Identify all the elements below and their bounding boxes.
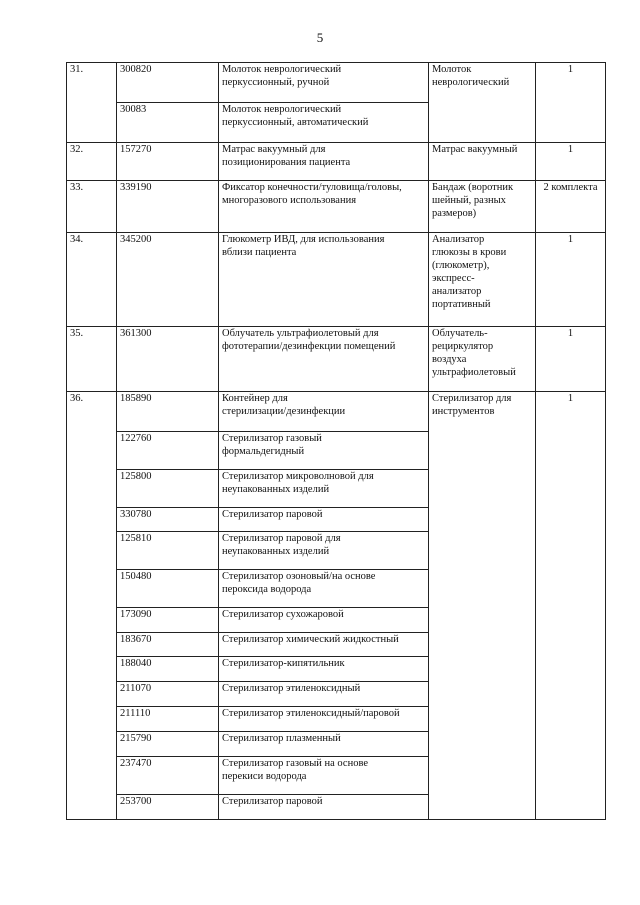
item-name: [219, 707, 429, 732]
table-row: [67, 143, 606, 181]
table-row: [67, 392, 606, 432]
name-line: Стерилизатор газовый на основе: [222, 758, 369, 769]
name-line: формальдегидный: [222, 446, 305, 457]
row-number: 35.: [67, 327, 117, 392]
item-name: [219, 103, 429, 143]
item-quantity: 1: [536, 63, 606, 143]
name-line: Стерилизатор-кипятильник: [222, 658, 345, 669]
item-category: [429, 143, 536, 181]
item-code: 157270: [117, 143, 219, 181]
name-line: Глюкометр ИВД, для использования: [222, 234, 385, 245]
table-row: [67, 327, 606, 392]
name-line: Стерилизатор сухожаровой: [222, 609, 344, 620]
name-line: Стерилизатор озоновый/на основе: [222, 571, 376, 582]
item-quantity: 2 комплекта: [536, 181, 606, 233]
item-name: [219, 732, 429, 757]
item-name: [219, 608, 429, 633]
name-line: Стерилизатор паровой: [222, 796, 323, 807]
item-code: 300820: [117, 63, 219, 103]
name-line: Стерилизатор химический жидкостный: [222, 634, 399, 645]
row-number: 31.: [67, 63, 117, 143]
item-name: [219, 633, 429, 657]
item-name: [219, 570, 429, 608]
category-line: воздуха: [432, 354, 467, 365]
item-code: 125810: [117, 532, 219, 570]
name-line: Стерилизатор микроволновой для: [222, 471, 374, 482]
category-line: Бандаж (воротник: [432, 182, 514, 193]
item-name: [219, 682, 429, 707]
item-code: 237470: [117, 757, 219, 795]
item-category: [429, 233, 536, 327]
name-line: перкуссионный, автоматический: [222, 117, 369, 128]
item-name: [219, 392, 429, 432]
category-line: шейный, разных: [432, 195, 506, 206]
category-line: размеров): [432, 208, 477, 219]
item-name: [219, 757, 429, 795]
item-code: 215790: [117, 732, 219, 757]
name-line: Стерилизатор этиленоксидный/паровой: [222, 708, 400, 719]
item-name: [219, 327, 429, 392]
category-line: рециркулятор: [432, 341, 494, 352]
item-quantity: 1: [536, 392, 606, 820]
category-line: инструментов: [432, 406, 495, 417]
item-code: 150480: [117, 570, 219, 608]
name-line: Контейнер для: [222, 393, 288, 404]
item-name: [219, 657, 429, 682]
category-line: Стерилизатор для: [432, 393, 512, 404]
item-category: [429, 392, 536, 820]
item-name: [219, 508, 429, 532]
item-code: 30083: [117, 103, 219, 143]
category-line: неврологический: [432, 77, 510, 88]
item-code: 211070: [117, 682, 219, 707]
name-line: Стерилизатор паровой: [222, 509, 323, 520]
row-number: 32.: [67, 143, 117, 181]
category-line: Молоток: [432, 64, 472, 75]
item-code: 122760: [117, 432, 219, 470]
item-name: [219, 432, 429, 470]
category-line: ультрафиолетовый: [432, 367, 516, 378]
row-number: 36.: [67, 392, 117, 820]
item-code: 183670: [117, 633, 219, 657]
category-line: Матрас вакуумный: [432, 144, 518, 155]
item-code: 253700: [117, 795, 219, 820]
name-line: перкуссионный, ручной: [222, 77, 330, 88]
name-line: Молоток неврологический: [222, 104, 342, 115]
item-code: 185890: [117, 392, 219, 432]
name-line: вблизи пациента: [222, 247, 297, 258]
name-line: неупакованных изделий: [222, 484, 330, 495]
name-line: Стерилизатор паровой для: [222, 533, 341, 544]
item-code: 188040: [117, 657, 219, 682]
item-code: 345200: [117, 233, 219, 327]
name-line: Стерилизатор газовый: [222, 433, 322, 444]
item-code: 211110: [117, 707, 219, 732]
equipment-table: [66, 62, 606, 820]
name-line: Стерилизатор этиленоксидный: [222, 683, 361, 694]
item-name: [219, 233, 429, 327]
item-name: [219, 532, 429, 570]
name-line: Матрас вакуумный для: [222, 144, 326, 155]
name-line: Фиксатор конечности/туловища/головы,: [222, 182, 402, 193]
item-name: [219, 470, 429, 508]
page-number: 5: [316, 30, 324, 45]
category-line: глюкозы в крови: [432, 247, 507, 258]
name-line: Облучатель ультрафиолетовый для: [222, 328, 379, 339]
item-name: [219, 181, 429, 233]
item-quantity: 1: [536, 233, 606, 327]
item-code: 339190: [117, 181, 219, 233]
table-row: [67, 181, 606, 233]
name-line: стерилизации/дезинфекции: [222, 406, 346, 417]
name-line: перекиси водорода: [222, 771, 307, 782]
table-row: [67, 233, 606, 327]
name-line: пероксида водорода: [222, 584, 312, 595]
category-line: анализатор: [432, 286, 482, 297]
name-line: Стерилизатор плазменный: [222, 733, 341, 744]
table-row: [67, 63, 606, 103]
item-category: [429, 63, 536, 143]
item-code: 361300: [117, 327, 219, 392]
item-name: [219, 795, 429, 820]
item-quantity: 1: [536, 143, 606, 181]
name-line: неупакованных изделий: [222, 546, 330, 557]
item-quantity: 1: [536, 327, 606, 392]
item-category: [429, 181, 536, 233]
name-line: многоразового использования: [222, 195, 357, 206]
category-line: (глюкометр),: [432, 260, 490, 271]
category-line: Облучатель-: [432, 328, 488, 339]
category-line: экспресс-: [432, 273, 475, 284]
row-number: 34.: [67, 233, 117, 327]
item-code: 173090: [117, 608, 219, 633]
name-line: Молоток неврологический: [222, 64, 342, 75]
item-name: [219, 143, 429, 181]
category-line: Анализатор: [432, 234, 485, 245]
row-number: 33.: [67, 181, 117, 233]
item-name: [219, 63, 429, 103]
item-code: 330780: [117, 508, 219, 532]
item-category: [429, 327, 536, 392]
name-line: позиционирования пациента: [222, 157, 351, 168]
item-code: 125800: [117, 470, 219, 508]
category-line: портативный: [432, 299, 491, 310]
name-line: фототерапии/дезинфекции помещений: [222, 341, 396, 352]
